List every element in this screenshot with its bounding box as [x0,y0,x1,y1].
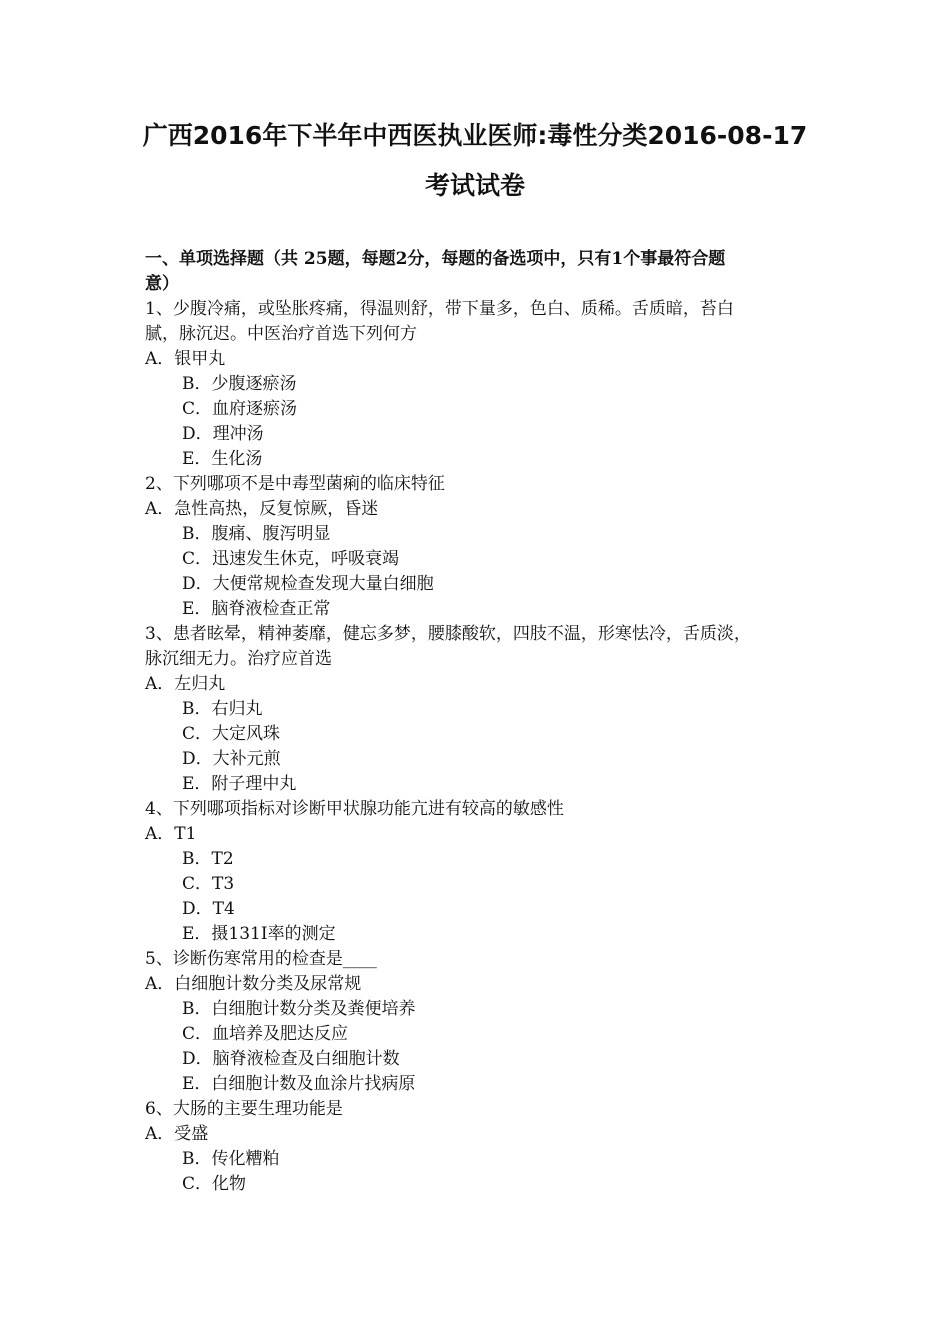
question-stem-line: 5、诊断伤寒常用的检查是____ [145,949,377,969]
question-5 [145,947,813,1097]
option-d: D．大补元煎 [182,749,281,769]
option-a: A．T1 [145,824,197,844]
option-a: A．白细胞计数分类及尿常规 [145,974,362,994]
question-1 [145,297,813,472]
option-c: C．化物 [182,1174,247,1194]
option-c: C．血府逐瘀汤 [182,399,298,419]
option-e: E．脑脊液检查正常 [182,599,331,619]
question-stem-line: 腻，脉沉迟。中医治疗首选下列何方 [145,324,417,344]
option-d: D．脑脊液检查及白细胞计数 [182,1049,400,1069]
option-e: E．附子理中丸 [182,774,297,794]
option-a: A．受盛 [145,1124,209,1144]
option-b: B．腹痛、腹泻明显 [182,524,331,544]
option-a: A．左归丸 [145,674,226,694]
document-title-line-1: 广西2016年下半年中西医执业医师:毒性分类2016-08-17 [142,121,808,150]
option-c: C．T3 [182,874,235,894]
option-e: E．生化汤 [182,449,263,469]
option-e: E．白细胞计数及血涂片找病原 [182,1074,416,1094]
question-2 [145,472,813,622]
option-c: C．血培养及肥达反应 [182,1024,349,1044]
option-e: E．摄131Ⅰ率的测定 [182,924,336,944]
question-stem-line: 4、下列哪项指标对诊断甲状腺功能亢进有较高的敏感性 [145,799,564,819]
option-b: B．白细胞计数分类及粪便培养 [182,999,416,1019]
question-stem-line: 2、下列哪项不是中毒型菌痢的临床特征 [145,474,445,494]
option-d: D．大便常规检查发现大量白细胞 [182,574,434,594]
section-heading-line-2: 意） [145,274,179,294]
question-stem-line: 脉沉细无力。治疗应首选 [145,649,332,669]
document-title-line-2: 考试试卷 [424,171,525,200]
option-b: B．右归丸 [182,699,263,719]
question-stem-line: 1、少腹冷痛，或坠胀疼痛，得温则舒，带下量多，色白、质稀。舌质暗，苔白 [145,299,734,319]
option-a: A．银甲丸 [145,349,226,369]
question-stem-line: 6、大肠的主要生理功能是 [145,1099,343,1119]
option-b: B．传化糟粕 [182,1149,280,1169]
option-d: D．理冲汤 [182,424,264,444]
question-stem-line: 3、患者眩晕，精神萎靡，健忘多梦，腰膝酸软，四肢不温，形寒怯冷，舌质淡， [145,624,751,644]
option-d: D．T4 [182,899,235,919]
section-heading-line-1: 一、单项选择题（共 25题，每题2分，每题的备选项中，只有1个事最符合题 [145,249,726,269]
question-3 [145,622,813,797]
exam-content [145,247,813,1197]
question-4 [145,797,813,947]
option-b: B．少腹逐瘀汤 [182,374,297,394]
option-b: B．T2 [182,849,234,869]
question-6 [145,1097,813,1197]
option-c: C．大定风珠 [182,724,281,744]
option-c: C．迅速发生休克，呼吸衰竭 [182,549,400,569]
option-a: A．急性高热，反复惊厥，昏迷 [145,499,379,519]
